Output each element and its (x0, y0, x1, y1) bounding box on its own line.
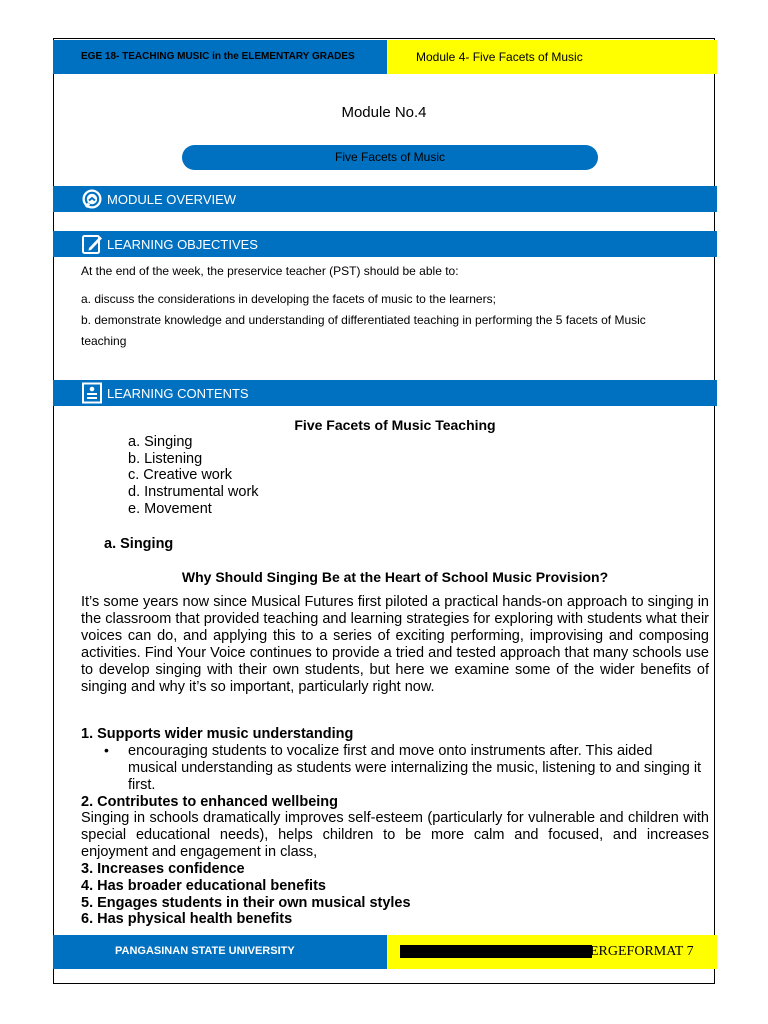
facet-item: b. Listening (128, 451, 203, 467)
objectives-intro: At the end of the week, the preservice teacher (PST) should be able to: (81, 264, 459, 278)
redaction-block (400, 945, 592, 958)
footer-page-code: ERGEFORMAT 7 (590, 944, 694, 959)
header-course-title: EGE 18- TEACHING MUSIC in the ELEMENTARY GRADES (81, 51, 355, 62)
singing-question-heading: Why Should Singing Be at the Heart of School Music Provision? (181, 569, 609, 585)
point-5-heading: 5. Engages students in their own musical styles (81, 895, 411, 911)
facet-item: d. Instrumental work (128, 484, 259, 500)
magnifier-badge-icon (81, 188, 103, 210)
point-2-paragraph: Singing in schools dramatically improves self-esteem (particularly for vulnerable and children with special educational needs), helps children to be more calm and focused, and increases enjoyment and engagement in class, (81, 810, 709, 860)
learning-objectives-label: LEARNING OBJECTIVES (107, 237, 258, 252)
singing-subheading: a. Singing (104, 536, 174, 552)
objective-a: a. discuss the considerations in developing the facets of music to the learners; (81, 292, 496, 306)
point-1-heading: 1. Supports wider music understanding (81, 726, 354, 742)
footer-university: PANGASINAN STATE UNIVERSITY (115, 945, 295, 957)
facet-item: e. Movement (128, 501, 212, 517)
learning-contents-label: LEARNING CONTENTS (107, 386, 249, 401)
module-overview-band (53, 186, 717, 212)
bullet-dot: • (104, 742, 109, 758)
header-module-tag: Module 4- Five Facets of Music (416, 50, 583, 64)
header-module-bar (387, 40, 717, 74)
edit-pencil-icon (81, 233, 103, 255)
point-2-heading: 2. Contributes to enhanced wellbeing (81, 794, 338, 810)
point-6-heading: 6. Has physical health benefits (81, 911, 293, 927)
facet-item: c. Creative work (128, 467, 232, 483)
point-3-heading: 3. Increases confidence (81, 861, 245, 877)
point-1-bullet: encouraging students to vocalize first and move onto instruments after. This aided musical understanding as students were internalizing the music, listening to and singing it first. (128, 743, 702, 793)
learning-objectives-band (53, 231, 717, 257)
footer-university-bar (53, 935, 387, 969)
module-number: Module No.4 (341, 104, 427, 121)
document-list-icon (81, 382, 103, 404)
footer-page-bar (387, 935, 717, 969)
module-overview-label: MODULE OVERVIEW (107, 192, 237, 207)
objective-b-line2: teaching (81, 334, 127, 348)
module-title: Five Facets of Music (334, 150, 446, 164)
objective-b-line1: b. demonstrate knowledge and understanding of differentiated teaching in performing the 5 facets of Music (81, 313, 646, 327)
facet-item: a. Singing (128, 434, 193, 450)
singing-intro-paragraph: It’s some years now since Musical Futures first piloted a practical hands-on approach to singing in the classroom that provided teaching and learning strategies for exploring with students what their voices can do, and applying this to a series of exciting performing, improvising and composing activities. Find Your Voice continues to provide a tried and tested approach that many schools use to develop singing with their own students, but here we examine some of the wider benefits of singing and why it’s so important, particularly right now. (81, 594, 709, 695)
five-facets-heading: Five Facets of Music Teaching (294, 417, 496, 433)
learning-contents-band (53, 380, 717, 406)
module-title-pill (182, 145, 598, 170)
point-4-heading: 4. Has broader educational benefits (81, 878, 326, 894)
header-course-bar (53, 40, 387, 74)
